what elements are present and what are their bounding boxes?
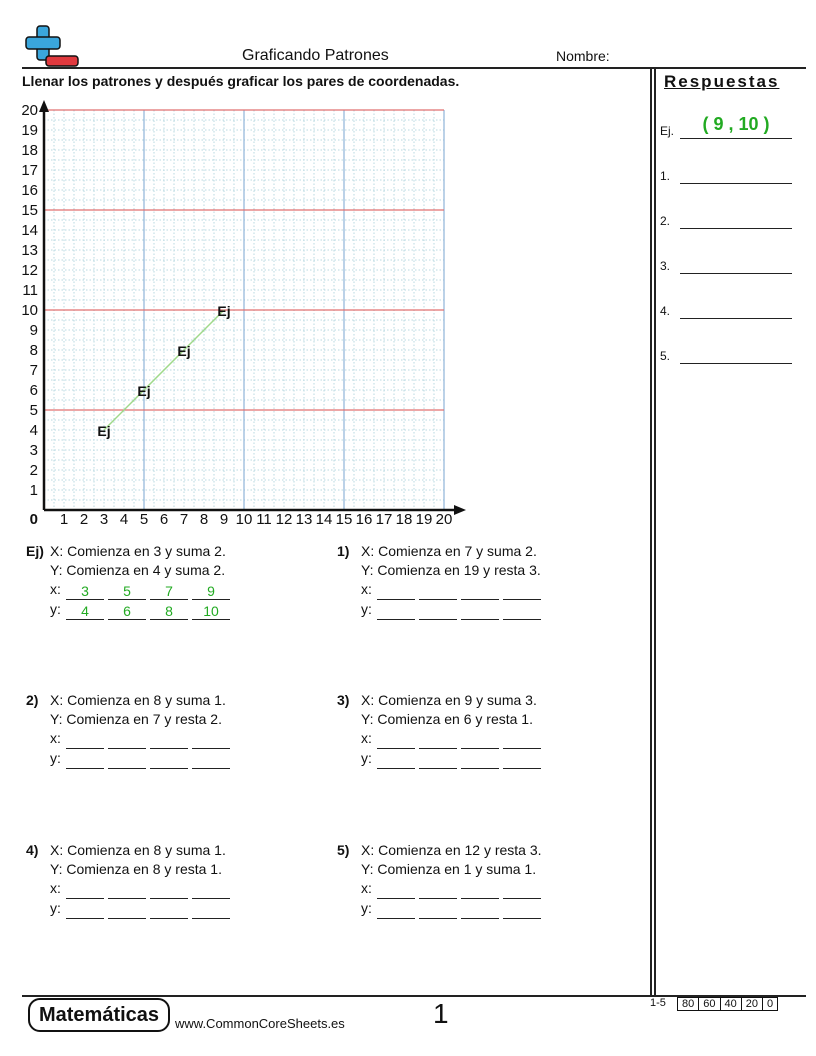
x-label: x: — [50, 880, 61, 896]
y-blank[interactable]: 10 — [192, 602, 230, 620]
y-blank[interactable] — [66, 751, 104, 769]
y-tick-label: 15 — [21, 202, 38, 219]
x-tick-label: 20 — [435, 511, 453, 528]
x-tick-label: 18 — [395, 511, 413, 528]
x-tick-label: 17 — [375, 511, 393, 528]
x-tick-label: 5 — [139, 511, 149, 528]
y-blank[interactable] — [461, 602, 499, 620]
x-blank[interactable] — [66, 881, 104, 899]
site-url: www.CommonCoreSheets.es — [175, 1016, 345, 1031]
x-blank[interactable] — [150, 881, 188, 899]
x-tick-label: 13 — [295, 511, 313, 528]
problem-2 — [26, 691, 316, 771]
answer-field-1[interactable] — [680, 183, 792, 184]
x-blank[interactable] — [377, 582, 415, 600]
x-tick-label: 12 — [275, 511, 293, 528]
x-blank[interactable] — [461, 881, 499, 899]
y-label: y: — [361, 900, 372, 916]
x-rule: X: Comienza en 8 y suma 1. — [50, 692, 226, 708]
x-tick-label: 9 — [219, 511, 229, 528]
x-rule: X: Comienza en 9 y suma 3. — [361, 692, 537, 708]
y-tick-label: 9 — [29, 322, 38, 339]
coordinate-grid — [18, 98, 468, 535]
problem-4 — [26, 841, 316, 921]
answer-column-divider-2 — [654, 68, 656, 996]
y-label: y: — [50, 601, 61, 617]
score-cell: 80 — [678, 998, 699, 1010]
x-label: x: — [361, 581, 372, 597]
x-blank[interactable] — [108, 881, 146, 899]
problem-number: 2) — [26, 692, 39, 708]
x-values-row — [361, 729, 545, 749]
y-tick-label: 1 — [29, 482, 38, 499]
x-blank[interactable] — [503, 731, 541, 749]
y-rule: Y: Comienza en 6 y resta 1. — [361, 711, 533, 727]
answer-label-1: 1. — [660, 169, 671, 183]
score-range-label: 1-5 — [650, 997, 666, 1009]
y-label: y: — [50, 900, 61, 916]
answer-column-divider — [650, 68, 652, 996]
data-point-label: Ej — [137, 383, 151, 399]
y-rule: Y: Comienza en 19 y resta 3. — [361, 562, 541, 578]
y-tick-label: 8 — [29, 342, 38, 359]
x-tick-label: 16 — [355, 511, 373, 528]
y-label: y: — [50, 750, 61, 766]
y-blank[interactable] — [377, 751, 415, 769]
x-label: x: — [361, 730, 372, 746]
y-rule: Y: Comienza en 1 y suma 1. — [361, 861, 537, 877]
x-axis-arrow-icon — [454, 505, 466, 515]
x-blank[interactable]: 9 — [192, 582, 230, 600]
y-values-row — [50, 899, 234, 919]
page-title: Graficando Patrones — [242, 47, 389, 64]
x-tick-label: 8 — [199, 511, 209, 528]
score-cell: 20 — [742, 998, 763, 1010]
x-blank[interactable] — [419, 881, 457, 899]
x-blank[interactable] — [377, 731, 415, 749]
y-axis-arrow-icon — [39, 100, 49, 112]
y-tick-label: 4 — [29, 422, 38, 439]
x-tick-label: 6 — [159, 511, 169, 528]
y-tick-label: 19 — [21, 122, 38, 139]
x-label: x: — [50, 730, 61, 746]
answer-field-2[interactable] — [680, 228, 792, 229]
x-label: x: — [361, 880, 372, 896]
problem-number: 4) — [26, 842, 39, 858]
y-blank[interactable] — [108, 751, 146, 769]
header-divider — [22, 67, 806, 69]
problem-number: 3) — [337, 692, 350, 708]
y-rule: Y: Comienza en 7 y resta 2. — [50, 711, 222, 727]
y-rule: Y: Comienza en 8 y resta 1. — [50, 861, 222, 877]
coordinate-grid-svg — [18, 98, 468, 530]
problem-5 — [337, 841, 637, 921]
answer-label-3: 3. — [660, 259, 671, 273]
y-blank[interactable] — [461, 901, 499, 919]
y-blank[interactable] — [150, 901, 188, 919]
y-blank[interactable] — [419, 901, 457, 919]
y-rule: Y: Comienza en 4 y suma 2. — [50, 562, 226, 578]
x-tick-label: 15 — [335, 511, 353, 528]
y-tick-label: 7 — [29, 362, 38, 379]
y-values-row — [361, 600, 545, 620]
y-tick-label: 5 — [29, 402, 38, 419]
y-tick-label: 12 — [21, 262, 38, 279]
x-tick-label: 11 — [256, 511, 272, 528]
y-tick-label: 6 — [29, 382, 38, 399]
y-blank[interactable] — [419, 602, 457, 620]
problem-1 — [337, 542, 637, 622]
y-values-row — [361, 749, 545, 769]
data-point-label: Ej — [97, 423, 111, 439]
x-blank[interactable] — [461, 731, 499, 749]
x-rule: X: Comienza en 3 y suma 2. — [50, 543, 226, 559]
x-blank[interactable]: 3 — [66, 582, 104, 600]
x-blank[interactable] — [503, 582, 541, 600]
answer-label-2: 2. — [660, 214, 671, 228]
x-tick-label: 10 — [235, 511, 253, 528]
y-tick-label: 2 — [29, 462, 38, 479]
problem-number: Ej) — [26, 543, 44, 559]
x-tick-label: 4 — [119, 511, 129, 528]
x-blank[interactable]: 7 — [150, 582, 188, 600]
origin-label: 0 — [29, 511, 38, 528]
x-tick-label: 19 — [415, 511, 433, 528]
data-point-label: Ej — [177, 343, 191, 359]
score-cell: 60 — [699, 998, 720, 1010]
y-tick-label: 13 — [21, 242, 38, 259]
x-tick-label: 7 — [179, 511, 189, 528]
y-tick-label: 10 — [21, 302, 38, 319]
x-tick-label: 1 — [59, 511, 69, 528]
x-blank[interactable] — [66, 731, 104, 749]
x-blank[interactable] — [461, 582, 499, 600]
y-blank[interactable] — [377, 901, 415, 919]
problem-3 — [337, 691, 637, 771]
y-blank[interactable] — [377, 602, 415, 620]
x-rule: X: Comienza en 12 y resta 3. — [361, 842, 542, 858]
answers-header: Respuestas — [664, 72, 780, 91]
y-blank[interactable] — [503, 751, 541, 769]
y-tick-label: 18 — [21, 142, 38, 159]
page-number: 1 — [433, 998, 449, 1029]
answer-label-4: 4. — [660, 304, 671, 318]
x-tick-label: 14 — [315, 511, 333, 528]
y-blank[interactable] — [150, 751, 188, 769]
problem-example — [26, 542, 316, 622]
x-label: x: — [50, 581, 61, 597]
y-blank[interactable] — [108, 901, 146, 919]
answer-field-3[interactable] — [680, 273, 792, 274]
name-label: Nombre: — [556, 48, 610, 64]
answer-line-example — [680, 138, 792, 139]
x-values-row — [50, 729, 234, 749]
y-blank[interactable] — [192, 901, 230, 919]
x-rule: X: Comienza en 7 y suma 2. — [361, 543, 537, 559]
logo-icon — [22, 24, 80, 68]
y-tick-label: 14 — [21, 222, 38, 239]
answer-example-value: ( 9 , 10 ) — [702, 114, 770, 134]
data-point-label: Ej — [217, 303, 231, 319]
y-values-row — [361, 899, 545, 919]
x-blank[interactable] — [503, 881, 541, 899]
problem-number: 1) — [337, 543, 350, 559]
y-blank[interactable]: 8 — [150, 602, 188, 620]
answer-label-example: Ej. — [660, 124, 675, 138]
answer-field-4[interactable] — [680, 318, 792, 319]
y-tick-label: 20 — [21, 102, 38, 119]
x-values-row — [50, 580, 234, 600]
y-blank[interactable] — [503, 901, 541, 919]
score-cell: 40 — [721, 998, 742, 1010]
answer-label-5: 5. — [660, 349, 671, 363]
y-tick-label: 17 — [21, 162, 38, 179]
x-blank[interactable]: 5 — [108, 582, 146, 600]
y-blank[interactable] — [503, 602, 541, 620]
y-values-row — [50, 749, 234, 769]
x-blank[interactable] — [192, 731, 230, 749]
y-blank[interactable] — [66, 901, 104, 919]
instructions: Llenar los patrones y después graficar los pares de coordenadas. — [22, 73, 460, 89]
y-blank[interactable]: 4 — [66, 602, 104, 620]
y-label: y: — [361, 750, 372, 766]
x-blank[interactable] — [150, 731, 188, 749]
y-label: y: — [361, 601, 372, 617]
x-values-row — [361, 879, 545, 899]
y-blank[interactable]: 6 — [108, 602, 146, 620]
x-blank[interactable] — [419, 731, 457, 749]
x-blank[interactable] — [108, 731, 146, 749]
x-tick-label: 3 — [99, 511, 109, 528]
x-rule: X: Comienza en 8 y suma 1. — [50, 842, 226, 858]
x-blank[interactable] — [377, 881, 415, 899]
score-cell: 0 — [767, 998, 774, 1010]
brand-logo: Matemáticas — [28, 998, 170, 1032]
problem-number: 5) — [337, 842, 350, 858]
x-values-row — [361, 580, 545, 600]
x-tick-label: 2 — [79, 511, 89, 528]
y-values-row — [50, 600, 234, 620]
y-blank[interactable] — [419, 751, 457, 769]
x-blank[interactable] — [419, 582, 457, 600]
x-blank[interactable] — [192, 881, 230, 899]
y-tick-label: 11 — [22, 282, 38, 299]
answer-field-5[interactable] — [680, 363, 792, 364]
y-blank[interactable] — [461, 751, 499, 769]
x-values-row — [50, 879, 234, 899]
y-tick-label: 3 — [29, 442, 38, 459]
score-table — [677, 997, 778, 1011]
y-blank[interactable] — [192, 751, 230, 769]
y-tick-label: 16 — [21, 182, 38, 199]
